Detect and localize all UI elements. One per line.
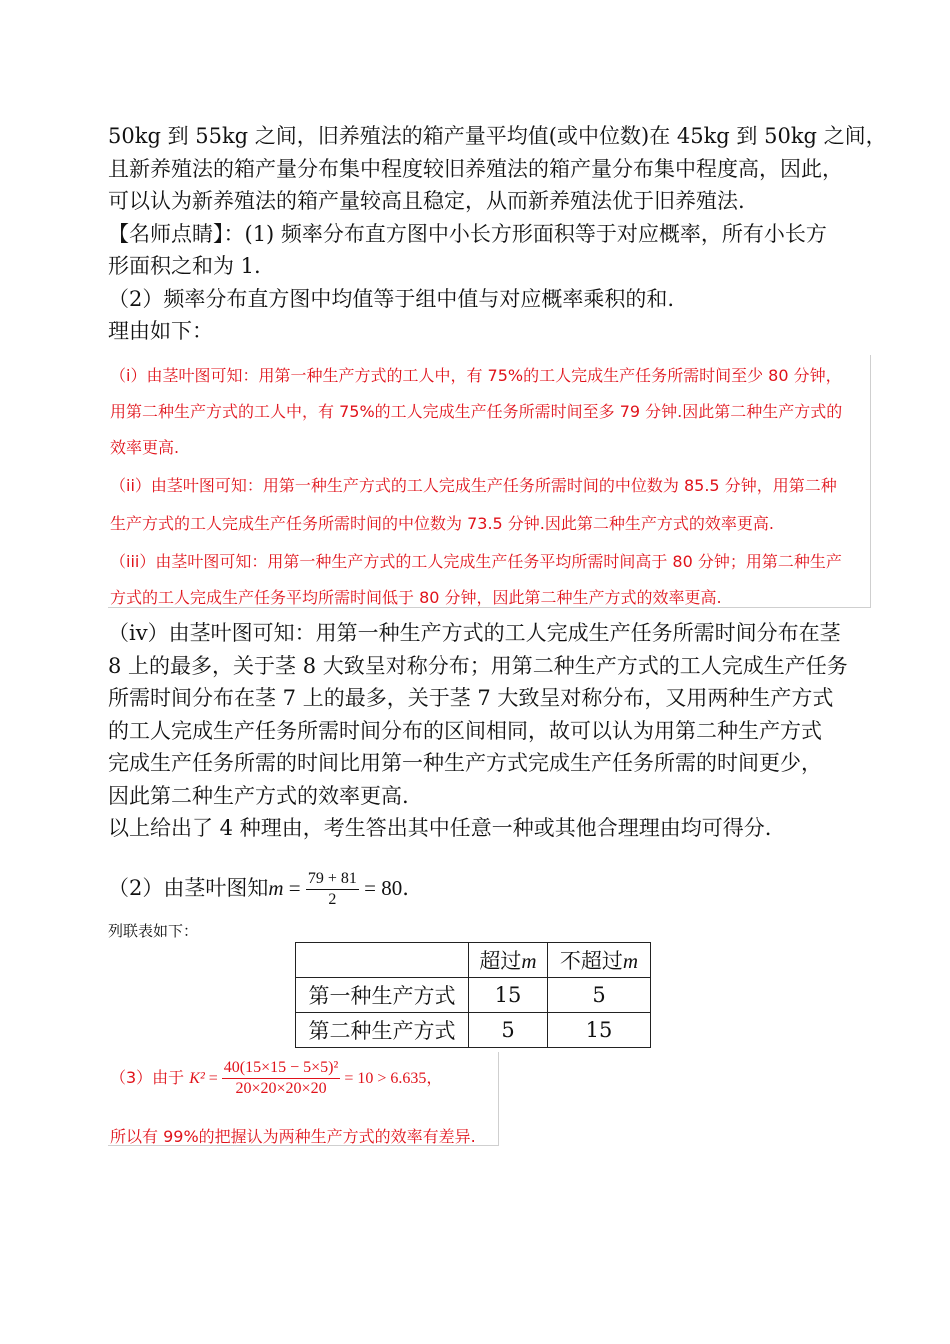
table-header-cell <box>548 943 651 978</box>
text-line: 以上给出了 4 种理由，考生答出其中任意一种或其他合理理由均可得分. <box>108 816 772 840</box>
table-header-cell <box>469 943 548 978</box>
text-line: 完成生产任务所需的时间比用第一种生产方式完成生产任务所需的时间更少， <box>108 751 822 775</box>
m-variable: m <box>622 949 639 973</box>
text-line: 50kg 到 55kg 之间，旧养殖法的箱产量平均值(或中位数)在 45kg 到 50kg 之间， <box>108 124 887 148</box>
fraction-numerator: 40(15×15 − 5×5)² <box>222 1058 341 1079</box>
red-text-line: （iii）由茎叶图可知：用第一种生产方式的工人完成生产任务平均所需时间高于 80 分钟；用第二种生产 <box>110 552 842 571</box>
red-text-line: 方式的工人完成生产任务平均所需时间低于 80 分钟，因此第二种生产方式的效率更高. <box>110 588 722 607</box>
k-squared: K² <box>189 1070 205 1087</box>
equals: = <box>283 876 306 900</box>
conclusion-line: 所以有 99%的把握认为两种生产方式的效率有差异. <box>110 1127 476 1146</box>
part2-line <box>108 868 878 910</box>
reason-iv-paragraph <box>108 617 878 845</box>
chi-square-line <box>110 1058 442 1099</box>
tip-heading-line: 【名师点睛】：(1) 频率分布直方图中小长方形面积等于对应概率，所有小长方 <box>108 221 827 246</box>
fraction-denominator: 2 <box>328 891 337 908</box>
fraction-numerator: 79 + 81 <box>306 869 359 890</box>
text-line: 形面积之和为 1. <box>108 254 261 278</box>
red-text-line: （i）由茎叶图可知：用第一种生产方式的工人中，有 75%的工人完成生产任务所需时间至少 80 分钟， <box>110 366 842 385</box>
part3-prefix: （3）由于 <box>110 1068 190 1087</box>
text-line: 且新养殖法的箱产量分布集中程度较旧养殖法的箱产量分布集中程度高，因此， <box>108 156 843 181</box>
text-line: 的工人完成生产任务所需时间分布的区间相同，故可以认为用第二种生产方式 <box>108 718 822 743</box>
table-cell: 15 <box>548 1013 651 1048</box>
table-header-row <box>296 943 651 978</box>
table-corner-cell <box>296 943 469 978</box>
text-line: 所需时间分布在茎 7 上的最多，关于茎 7 大致呈对称分布，又用两种生产方式 <box>108 686 834 710</box>
table-row <box>296 1013 651 1048</box>
text-line: 因此第二种生产方式的效率更高. <box>108 783 409 808</box>
table-caption: 列联表如下： <box>108 922 199 940</box>
intro-paragraph <box>108 120 887 348</box>
red-text-line: （ii）由茎叶图可知：用第一种生产方式的工人完成生产任务所需时间的中位数为 85.5 分钟，用第二种 <box>110 476 837 495</box>
red-text-line: 生产方式的工人完成生产任务所需时间的中位数为 73.5 分钟.因此第二种生产方式的效率更高. <box>110 514 774 533</box>
chi-square-result: = 10 > 6.635， <box>340 1070 443 1087</box>
table-cell: 5 <box>469 1013 548 1048</box>
header-label: 不超过 <box>559 949 623 973</box>
period: . <box>402 876 409 900</box>
red-text-line: 效率更高. <box>110 438 180 457</box>
text-line: 理由如下： <box>108 319 213 343</box>
text-line: 8 上的最多，关于茎 8 大致呈对称分布；用第二种生产方式的工人完成生产任务 <box>108 653 848 678</box>
contingency-table <box>295 942 651 1048</box>
equals: = <box>204 1070 222 1087</box>
median-fraction <box>306 869 359 910</box>
text-line: （iv）由茎叶图可知：用第一种生产方式的工人完成生产任务所需时间分布在茎 <box>108 621 841 645</box>
header-label: 超过 <box>479 949 522 973</box>
text-line: 可以认为新养殖法的箱产量较高且稳定，从而新养殖法优于旧养殖法. <box>108 189 745 213</box>
part3-red-box <box>108 1052 499 1146</box>
m-variable: m <box>521 949 537 973</box>
m-variable: m <box>268 876 284 900</box>
text-line: （2）频率分布直方图中均值等于组中值与对应概率乘积的和. <box>108 286 675 311</box>
fraction-denominator: 20×20×20×20 <box>235 1080 327 1097</box>
part2-prefix: （2）由茎叶图知 <box>108 876 269 900</box>
median-result: = 80 <box>358 876 403 900</box>
table-cell: 第一种生产方式 <box>296 978 469 1013</box>
table-row <box>296 978 651 1013</box>
table-cell: 15 <box>469 978 548 1013</box>
table-cell: 5 <box>548 978 651 1013</box>
chi-square-fraction <box>222 1058 341 1099</box>
table-cell: 第二种生产方式 <box>296 1013 469 1048</box>
red-text-line: 用第二种生产方式的工人中，有 75%的工人完成生产任务所需时间至多 79 分钟.因此第二种生产方式的 <box>110 402 843 421</box>
reasons-red-box <box>108 355 871 608</box>
